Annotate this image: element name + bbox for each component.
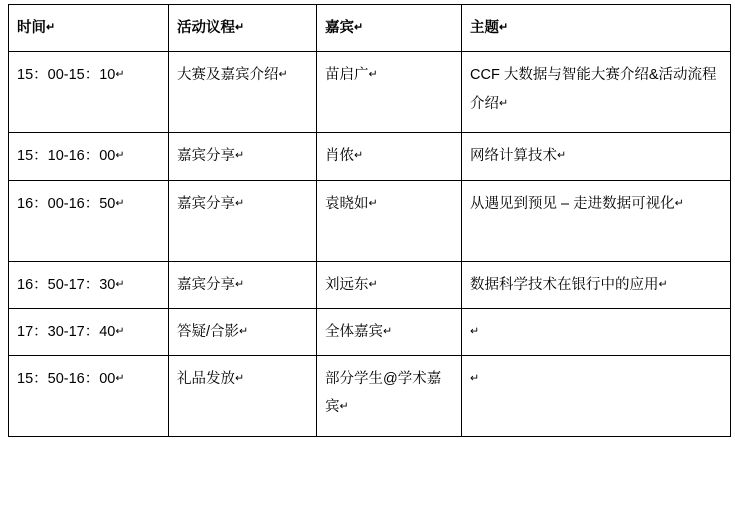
paragraph-mark-icon: ↵	[499, 96, 509, 109]
cell-guest	[317, 261, 462, 308]
paragraph-mark-icon: ↵	[115, 149, 125, 162]
column-header-topic-label: 主题	[470, 20, 499, 36]
cell-guest-text: 肖侬	[325, 148, 354, 165]
cell-time-text: 16：50-17：30	[17, 276, 116, 293]
table-header-row	[9, 5, 731, 52]
cell-agenda-text: 嘉宾分享	[177, 276, 235, 293]
paragraph-mark-icon: ↵	[470, 325, 480, 338]
table-row	[9, 261, 731, 308]
cell-topic-text: CCF 大数据与智能大赛介绍&活动流程介绍	[470, 67, 717, 112]
paragraph-mark-icon: ↵	[383, 325, 393, 338]
cell-time-text: 16：00-16：50	[17, 195, 116, 212]
paragraph-mark-icon: ↵	[354, 21, 364, 34]
cell-topic	[462, 308, 731, 355]
paragraph-mark-icon: ↵	[235, 372, 245, 385]
column-header-time-label: 时间	[17, 20, 46, 36]
cell-time	[9, 52, 169, 133]
paragraph-mark-icon: ↵	[235, 196, 245, 209]
cell-time-text: 17：30-17：40	[17, 323, 116, 340]
cell-agenda-text: 嘉宾分享	[177, 195, 235, 212]
cell-time	[9, 356, 169, 437]
schedule-table	[8, 4, 731, 437]
document-page	[0, 4, 735, 514]
cell-time	[9, 133, 169, 180]
cell-time-text: 15：10-16：00	[17, 148, 116, 165]
cell-agenda	[169, 52, 317, 133]
paragraph-mark-icon: ↵	[354, 149, 364, 162]
cell-guest-text: 苗启广	[325, 67, 369, 84]
paragraph-mark-icon: ↵	[115, 372, 125, 385]
cell-agenda	[169, 180, 317, 261]
column-header-topic	[462, 5, 731, 52]
paragraph-mark-icon: ↵	[235, 21, 245, 34]
cell-agenda	[169, 261, 317, 308]
table-row	[9, 356, 731, 437]
cell-time-text: 15：50-16：00	[17, 371, 116, 388]
cell-topic	[462, 180, 731, 261]
paragraph-mark-icon: ↵	[470, 372, 480, 385]
table-row	[9, 308, 731, 355]
cell-time-text: 15：00-15：10	[17, 67, 116, 84]
column-header-guest-label: 嘉宾	[325, 20, 354, 36]
cell-time	[9, 180, 169, 261]
cell-guest-text: 全体嘉宾	[325, 323, 383, 340]
cell-guest	[317, 356, 462, 437]
column-header-agenda-label: 活动议程	[177, 20, 235, 36]
paragraph-mark-icon: ↵	[658, 277, 668, 290]
cell-time	[9, 261, 169, 308]
cell-topic-text: 网络计算技术	[470, 148, 557, 165]
cell-topic	[462, 52, 731, 133]
cell-guest-text: 部分学生@学术嘉宾	[325, 371, 442, 416]
cell-agenda	[169, 133, 317, 180]
cell-topic	[462, 356, 731, 437]
cell-guest	[317, 180, 462, 261]
cell-guest-text: 刘远东	[325, 276, 369, 293]
paragraph-mark-icon: ↵	[46, 21, 56, 34]
cell-guest	[317, 133, 462, 180]
cell-agenda-text: 嘉宾分享	[177, 148, 235, 165]
paragraph-mark-icon: ↵	[239, 325, 249, 338]
column-header-time	[9, 5, 169, 52]
paragraph-mark-icon: ↵	[368, 68, 378, 81]
cell-agenda	[169, 308, 317, 355]
paragraph-mark-icon: ↵	[115, 196, 125, 209]
paragraph-mark-icon: ↵	[368, 196, 378, 209]
paragraph-mark-icon: ↵	[557, 149, 567, 162]
paragraph-mark-icon: ↵	[278, 68, 288, 81]
cell-guest	[317, 52, 462, 133]
paragraph-mark-icon: ↵	[235, 149, 245, 162]
cell-agenda-text: 答疑/合影	[177, 323, 240, 340]
cell-guest	[317, 308, 462, 355]
cell-agenda-text: 大赛及嘉宾介绍	[177, 67, 279, 84]
cell-agenda	[169, 356, 317, 437]
cell-topic	[462, 261, 731, 308]
paragraph-mark-icon: ↵	[674, 196, 684, 209]
table-row	[9, 180, 731, 261]
paragraph-mark-icon: ↵	[115, 68, 125, 81]
cell-time	[9, 308, 169, 355]
paragraph-mark-icon: ↵	[499, 21, 509, 34]
column-header-agenda	[169, 5, 317, 52]
column-header-guest	[317, 5, 462, 52]
paragraph-mark-icon: ↵	[115, 277, 125, 290]
cell-topic-text: 数据科学技术在银行中的应用	[470, 276, 659, 293]
table-row	[9, 52, 731, 133]
paragraph-mark-icon: ↵	[339, 400, 349, 413]
paragraph-mark-icon: ↵	[235, 277, 245, 290]
paragraph-mark-icon: ↵	[115, 325, 125, 338]
cell-topic-text: 从遇见到预见 – 走进数据可视化	[470, 195, 675, 212]
cell-agenda-text: 礼品发放	[177, 371, 235, 388]
cell-topic	[462, 133, 731, 180]
cell-guest-text: 袁晓如	[325, 195, 369, 212]
table-row	[9, 133, 731, 180]
paragraph-mark-icon: ↵	[368, 277, 378, 290]
